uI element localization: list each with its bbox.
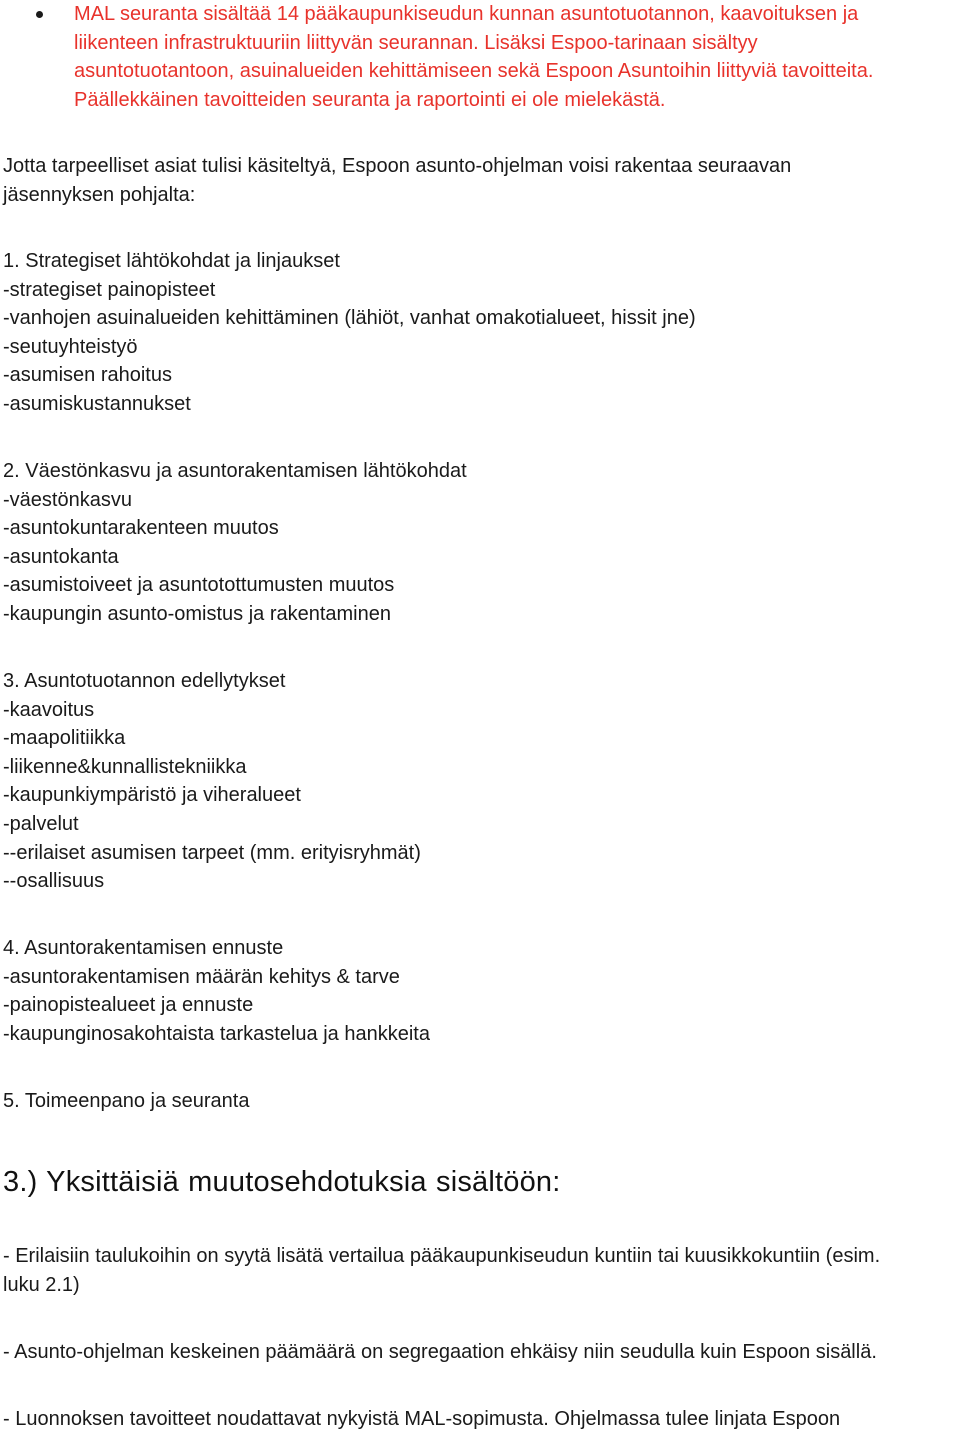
text-line: - Erilaisiin taulukoihin on syytä lisätä vertailua pääkaupunkiseudun kuntiin tai kuusikkokuntiin (esim. (3, 1245, 881, 1267)
list-item: -asuntorakentamisen määrän kehitys & tarve (3, 965, 400, 988)
list-item: -liikenne&kunnallistekniikka (3, 755, 247, 778)
text-line: MAL seuranta sisältää 14 pääkaupunkiseudun kunnan asuntotuotannon, kaavoituksen ja (74, 3, 859, 25)
list-item: -kaupunginosakohtaista tarkastelua ja hankkeita (3, 1022, 430, 1045)
section-title: 1. Strategiset lähtökohdat ja linjaukset (3, 250, 340, 272)
section-title: 5. Toimeenpano ja seuranta (3, 1090, 250, 1112)
text-line: luku 2.1) (3, 1273, 80, 1296)
section-3 (3, 667, 958, 896)
section-2 (3, 457, 958, 629)
text-line: jäsennyksen pohjalta: (3, 183, 196, 206)
list-item: -asuntokanta (3, 545, 119, 568)
section-title: 4. Asuntorakentamisen ennuste (3, 937, 284, 959)
list-item: -asuntokuntarakenteen muutos (3, 517, 279, 540)
list-item: -seutuyhteistyö (3, 335, 138, 358)
list-item: -maapolitiikka (3, 727, 126, 750)
list-item: -palvelut (3, 812, 79, 835)
proposal-2 (3, 1338, 958, 1367)
section-title: 3. Asuntotuotannon edellytykset (3, 670, 286, 692)
text-line: - Asunto-ohjelman keskeinen päämäärä on segregaation ehkäisy niin seudulla kuin Espoon sisällä. (3, 1341, 877, 1363)
section-title: 2. Väestönkasvu ja asuntorakentamisen lähtökohdat (3, 460, 467, 482)
intro-paragraph (3, 152, 958, 209)
proposal-3 (3, 1405, 958, 1434)
list-item: --erilaiset asumisen tarpeet (mm. erityisryhmät) (3, 841, 421, 864)
section-1 (3, 247, 958, 419)
list-item: -vanhojen asuinalueiden kehittäminen (lähiöt, vanhat omakotialueet, hissit jne) (3, 307, 696, 330)
list-item: -asumisen rahoitus (3, 364, 172, 387)
list-item: -kaavoitus (3, 698, 95, 721)
text-line: Päällekkäinen tavoitteiden seuranta ja raportointi ei ole mielekästä. (74, 88, 666, 111)
bullet-icon (36, 11, 43, 18)
section-4 (3, 934, 958, 1048)
section-5 (3, 1087, 958, 1116)
text-line: asuntotuotantoon, asuinalueiden kehittämiseen sekä Espoon Asuntoihin liittyviä tavoitteita. (74, 60, 874, 83)
list-item: -painopistealueet ja ennuste (3, 994, 254, 1017)
list-item: -asumiskustannukset (3, 392, 191, 415)
list-item: -asumistoiveet ja asuntotottumusten muutos (3, 574, 395, 597)
bullet-paragraph (74, 0, 954, 114)
list-item: -strategiset painopisteet (3, 278, 216, 301)
proposal-1 (3, 1242, 958, 1299)
list-item: --osallisuus (3, 870, 105, 893)
text-line: Jotta tarpeelliset asiat tulisi käsiteltyä, Espoon asunto-ohjelman voisi rakentaa seuraavan (3, 155, 792, 177)
list-item: -kaupunkiympäristö ja viheralueet (3, 784, 301, 807)
text-line: - Luonnoksen tavoitteet noudattavat nykyistä MAL-sopimusta. Ohjelmassa tulee linjata Espoon (3, 1408, 841, 1430)
list-item: -kaupungin asunto-omistus ja rakentaminen (3, 602, 391, 625)
list-item: -väestönkasvu (3, 488, 132, 511)
text-line: liikenteen infrastruktuuriin liittyvän seurannan. Lisäksi Espoo-tarinaan sisältyy (74, 31, 758, 54)
section-heading: 3.) Yksittäisiä muutosehdotuksia sisältöön: (3, 1166, 561, 1198)
